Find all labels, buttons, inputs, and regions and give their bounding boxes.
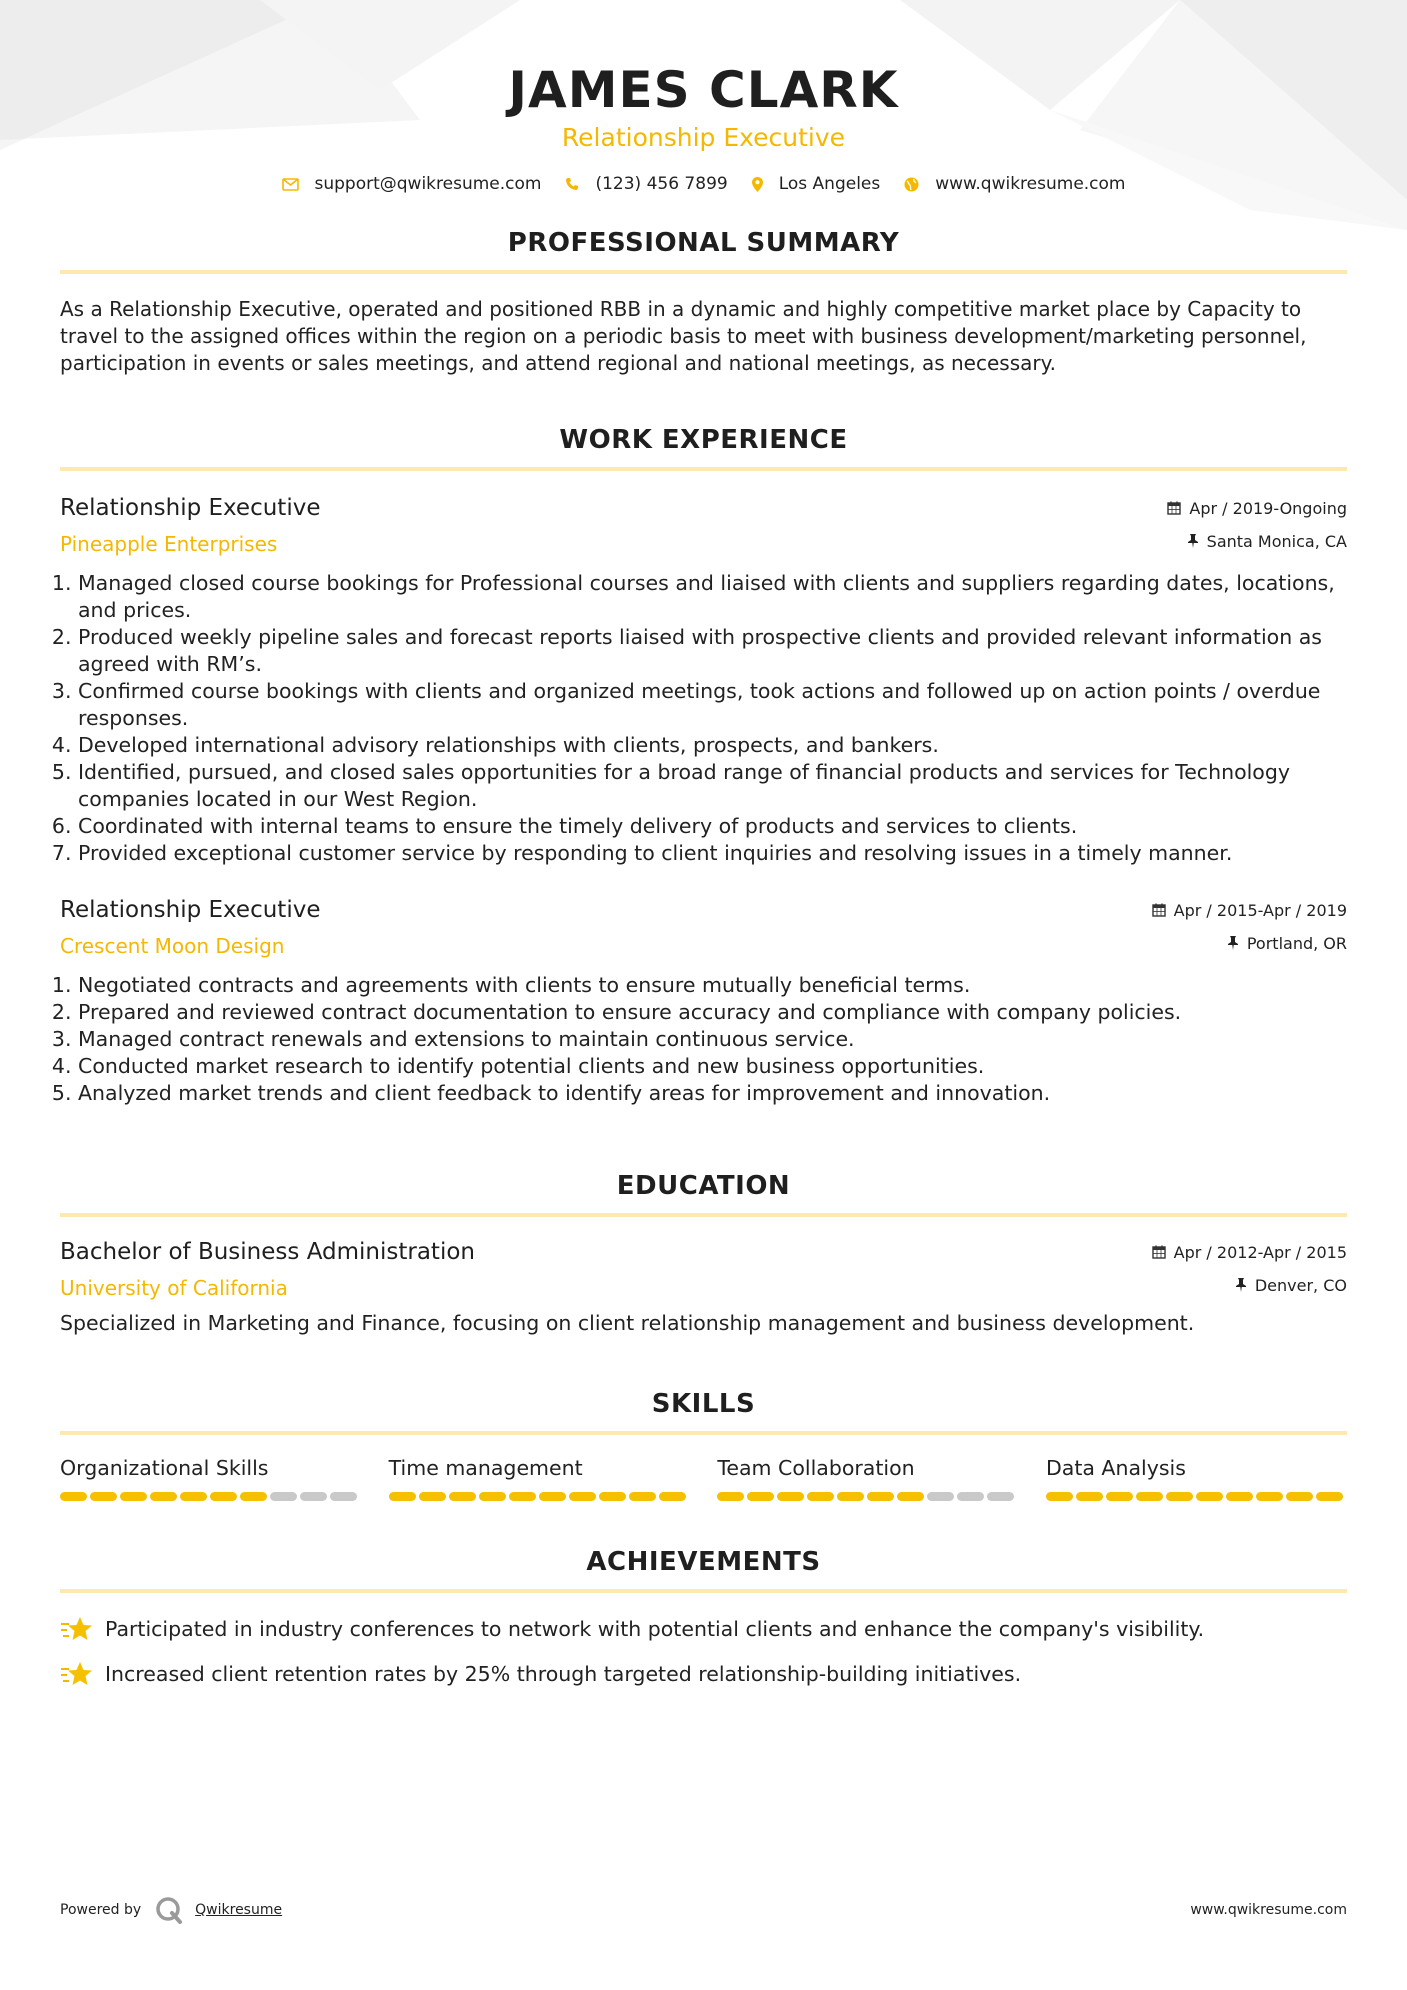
skills-section: [60, 1387, 1347, 1501]
section-divider: [60, 1431, 1347, 1435]
skill-rating: [717, 1492, 1018, 1501]
rating-dot-filled: [1046, 1492, 1073, 1501]
summary-text: As a Relationship Executive, operated and positioned RBB in a dynamic and highly competitive market place by Capacity to travel to the assigned offices within the region on a periodic basis to meet with business development/marketing personnel, participation in events or sales meetings, and attend regional and national meetings, as necessary.: [60, 297, 1307, 375]
rating-dot-filled: [1166, 1492, 1193, 1501]
rating-dot-empty: [957, 1492, 984, 1501]
email-text: support@qwikresume.com: [314, 174, 542, 194]
job-entry: [60, 493, 1347, 867]
section-divider: [60, 467, 1347, 471]
contact-bar: [60, 174, 1347, 194]
skill-item: [1046, 1455, 1347, 1501]
resume-header: [60, 0, 1347, 194]
skill-name: Data Analysis: [1045, 1456, 1186, 1480]
education-location: [1152, 1273, 1347, 1297]
rating-dot-filled: [629, 1492, 656, 1501]
list-item: 5. Analyzed market trends and client feedback to identify areas for improvement and innovation.: [78, 1080, 1347, 1107]
rating-dot-filled: [210, 1492, 237, 1501]
job-title: Relationship Executive: [60, 897, 321, 923]
company-name: Crescent Moon Design: [60, 934, 285, 958]
section-divider: [60, 1213, 1347, 1217]
achievements-heading: ACHIEVEMENTS: [586, 1547, 821, 1577]
calendar-icon: [1152, 1245, 1166, 1259]
achievement-item: [60, 1615, 1347, 1643]
calendar-icon: [1167, 501, 1181, 515]
job-title: Relationship Executive: [60, 495, 321, 521]
education-section: [60, 1169, 1347, 1337]
rating-dot-filled: [837, 1492, 864, 1501]
rating-dot-filled: [1136, 1492, 1163, 1501]
company-name: Pineapple Enterprises: [60, 532, 278, 556]
contact-email[interactable]: [282, 174, 542, 194]
candidate-title: Relationship Executive: [561, 123, 846, 152]
rating-dot-filled: [1196, 1492, 1223, 1501]
location-text: Los Angeles: [778, 174, 881, 194]
job-location-text: Santa Monica, CA: [1206, 531, 1347, 551]
powered-by-label: Powered by: [60, 1902, 142, 1918]
rating-dot-filled: [807, 1492, 834, 1501]
achievement-text: Increased client retention rates by 25% through targeted relationship-building initiatives.: [105, 1661, 1022, 1686]
job-location: [1167, 529, 1347, 553]
summary-heading: PROFESSIONAL SUMMARY: [507, 228, 900, 258]
pushpin-icon: [1187, 534, 1199, 548]
job-location: [1152, 931, 1347, 955]
list-item: 3. Managed contract renewals and extensions to maintain continuous service.: [78, 1026, 1347, 1053]
summary-section: [60, 226, 1347, 377]
candidate-name: JAMES CLARK: [508, 61, 899, 119]
job-bullets: [60, 972, 1347, 1107]
globe-icon: [904, 177, 919, 192]
qwikresume-logo-icon: [155, 1896, 183, 1924]
rating-dot-filled: [1106, 1492, 1133, 1501]
powered-by: [60, 1896, 282, 1924]
star-badge-icon: [60, 1615, 93, 1643]
job-bullets: [60, 570, 1347, 867]
rating-dot-filled: [539, 1492, 566, 1501]
education-description: Specialized in Marketing and Finance, focusing on client relationship management and business development.: [60, 1311, 1195, 1335]
rating-dot-filled: [240, 1492, 267, 1501]
rating-dot-filled: [389, 1492, 416, 1501]
section-divider: [60, 270, 1347, 274]
website-text: www.qwikresume.com: [935, 174, 1126, 194]
list-item: 4. Conducted market research to identify potential clients and new business opportunities.: [78, 1053, 1347, 1080]
rating-dot-filled: [599, 1492, 626, 1501]
rating-dot-filled: [419, 1492, 446, 1501]
section-divider: [60, 1589, 1347, 1593]
job-dates-text: Apr / 2015-Apr / 2019: [1173, 900, 1347, 920]
list-item: 6. Coordinated with internal teams to ensure the timely delivery of products and services to clients.: [78, 813, 1347, 840]
school-name: University of California: [60, 1276, 288, 1300]
rating-dot-filled: [777, 1492, 804, 1501]
list-item: 4. Developed international advisory relationships with clients, prospects, and bankers.: [78, 732, 1347, 759]
rating-dot-filled: [897, 1492, 924, 1501]
rating-dot-filled: [1286, 1492, 1313, 1501]
rating-dot-filled: [180, 1492, 207, 1501]
skills-heading: SKILLS: [651, 1389, 756, 1419]
list-item: 3. Confirmed course bookings with clients and organized meetings, took actions and followed up on action points / overdue responses.: [78, 678, 1347, 732]
rating-dot-filled: [1316, 1492, 1343, 1501]
skill-item: [717, 1455, 1018, 1501]
rating-dot-filled: [120, 1492, 147, 1501]
rating-dot-empty: [270, 1492, 297, 1501]
skill-name: Time management: [388, 1456, 583, 1480]
rating-dot-filled: [1256, 1492, 1283, 1501]
contact-location: [752, 174, 881, 194]
job-location-text: Portland, OR: [1246, 933, 1347, 953]
phone-icon: [565, 177, 579, 191]
pushpin-icon: [1227, 936, 1239, 950]
skill-item: [60, 1455, 361, 1501]
rating-dot-filled: [1226, 1492, 1253, 1501]
contact-phone[interactable]: [565, 174, 727, 194]
skill-name: Team Collaboration: [717, 1456, 915, 1480]
rating-dot-empty: [300, 1492, 327, 1501]
map-pin-icon: [752, 177, 763, 192]
skill-rating: [1046, 1492, 1347, 1501]
contact-website[interactable]: [904, 174, 1125, 194]
skills-list: [60, 1455, 1347, 1501]
rating-dot-filled: [60, 1492, 87, 1501]
education-heading: EDUCATION: [616, 1171, 791, 1201]
pushpin-icon: [1235, 1278, 1247, 1292]
envelope-icon: [282, 178, 299, 191]
rating-dot-filled: [747, 1492, 774, 1501]
skill-item: [389, 1455, 690, 1501]
education-dates: [1152, 1240, 1347, 1264]
rating-dot-filled: [449, 1492, 476, 1501]
rating-dot-empty: [330, 1492, 357, 1501]
rating-dot-filled: [150, 1492, 177, 1501]
list-item: 2. Prepared and reviewed contract documentation to ensure accuracy and compliance with company policies.: [78, 999, 1347, 1026]
page-footer: [60, 1896, 1347, 1924]
achievements-section: [60, 1545, 1347, 1688]
rating-dot-filled: [479, 1492, 506, 1501]
rating-dot-filled: [867, 1492, 894, 1501]
rating-dot-empty: [987, 1492, 1014, 1501]
rating-dot-filled: [90, 1492, 117, 1501]
calendar-icon: [1152, 903, 1166, 917]
achievement-text: Participated in industry conferences to network with potential clients and enhance the company's visibility.: [105, 1616, 1205, 1641]
phone-text: (123) 456 7899: [595, 174, 728, 194]
skill-rating: [60, 1492, 361, 1501]
job-dates-text: Apr / 2019-Ongoing: [1189, 498, 1347, 518]
brand-link[interactable]: Qwikresume: [195, 1902, 283, 1918]
rating-dot-filled: [1076, 1492, 1103, 1501]
rating-dot-filled: [509, 1492, 536, 1501]
degree-title: Bachelor of Business Administration: [60, 1239, 475, 1265]
skill-rating: [389, 1492, 690, 1501]
rating-dot-filled: [569, 1492, 596, 1501]
education-location-text: Denver, CO: [1254, 1275, 1347, 1295]
job-entry: [60, 895, 1347, 1107]
rating-dot-empty: [927, 1492, 954, 1501]
achievement-item: [60, 1660, 1347, 1688]
experience-heading: WORK EXPERIENCE: [559, 425, 848, 455]
list-item: 1. Negotiated contracts and agreements with clients to ensure mutually beneficial terms.: [78, 972, 1347, 999]
education-dates-text: Apr / 2012-Apr / 2015: [1173, 1242, 1347, 1262]
list-item: 7. Provided exceptional customer service by responding to client inquiries and resolving issues in a timely manner.: [78, 840, 1347, 867]
footer-website[interactable]: www.qwikresume.com: [1190, 1902, 1347, 1918]
list-item: 5. Identified, pursued, and closed sales opportunities for a broad range of financial products and services for Technology companies located in our West Region.: [78, 759, 1347, 813]
rating-dot-filled: [717, 1492, 744, 1501]
list-item: 2. Produced weekly pipeline sales and forecast reports liaised with prospective clients and provided relevant information as agreed with RM’s.: [78, 624, 1347, 678]
list-item: 1. Managed closed course bookings for Professional courses and liaised with clients and suppliers regarding dates, locations, and prices.: [78, 570, 1347, 624]
experience-section: [60, 423, 1347, 1107]
rating-dot-filled: [659, 1492, 686, 1501]
job-dates: [1167, 496, 1347, 520]
job-dates: [1152, 898, 1347, 922]
star-badge-icon: [60, 1660, 93, 1688]
skill-name: Organizational Skills: [60, 1456, 269, 1480]
